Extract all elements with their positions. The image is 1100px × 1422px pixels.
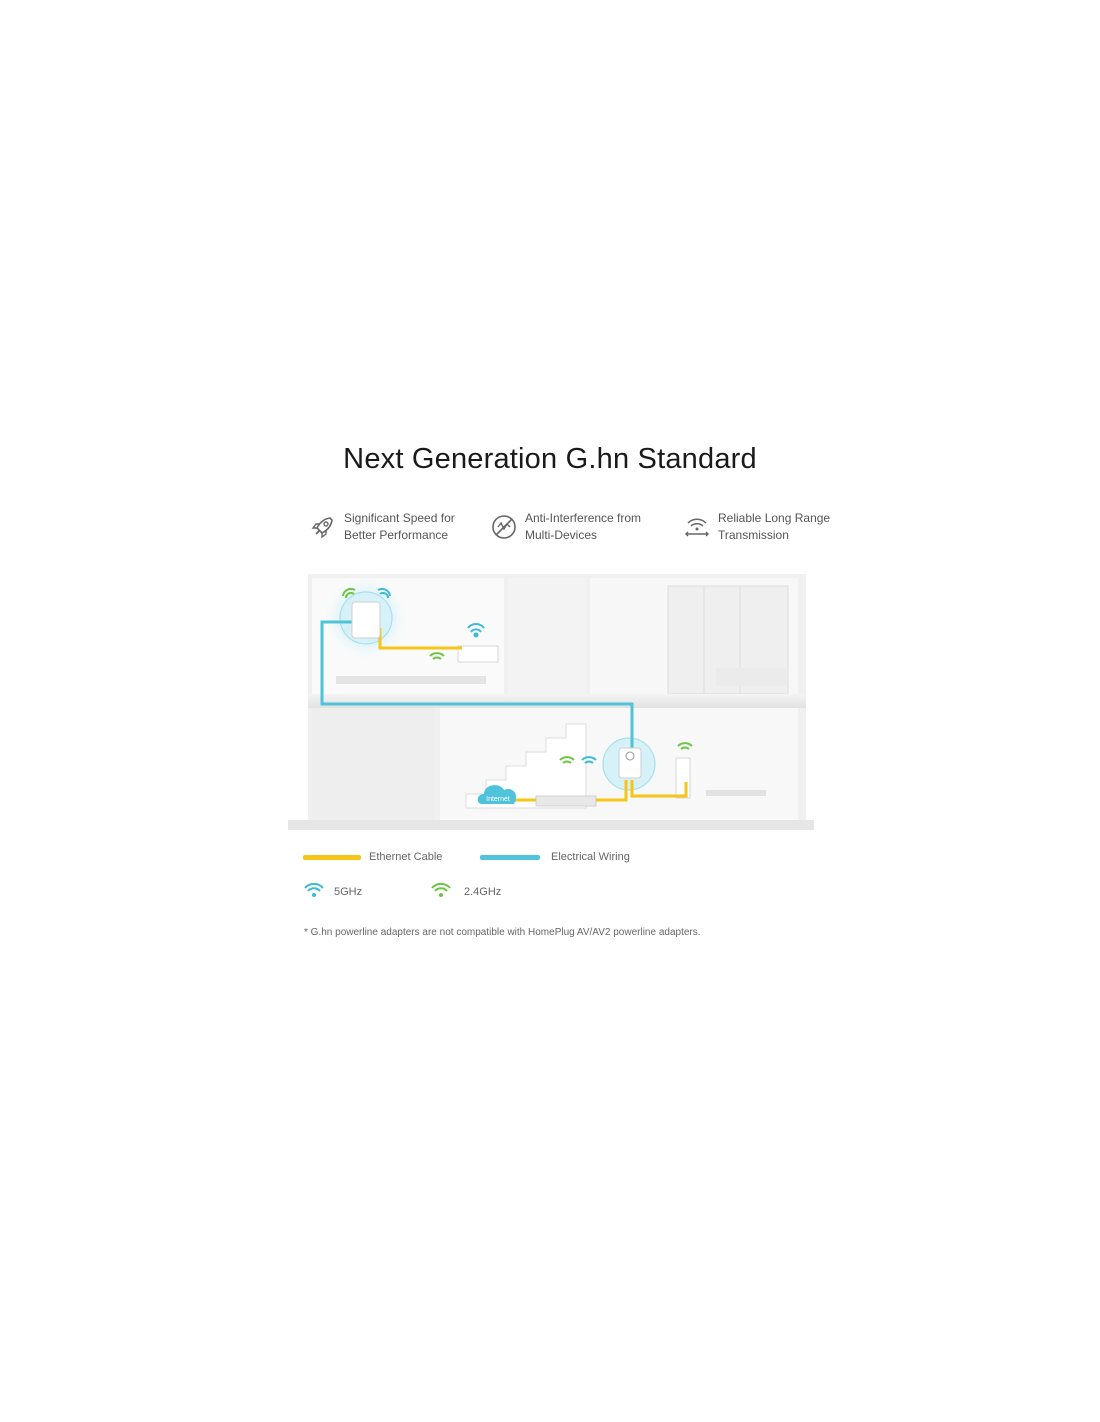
tv-box (458, 646, 498, 662)
stand-device (676, 758, 690, 798)
feature-range-line1: Reliable Long Range (718, 511, 831, 525)
feature-range-line2: Transmission (718, 528, 789, 542)
feature-speed-line1: Significant Speed for (344, 511, 455, 525)
legend-ethernet-label: Ethernet Cable (369, 851, 443, 863)
feature-anti-line2: Multi-Devices (525, 528, 598, 542)
legend-electrical-label: Electrical Wiring (551, 851, 630, 863)
anti-interference-icon (489, 512, 519, 542)
feature-speed-line2: Better Performance (344, 528, 449, 542)
long-range-wifi-icon (682, 512, 712, 542)
legend-5ghz-label: 5GHz (334, 886, 363, 898)
feature-anti-line1: Anti-Interference from (525, 511, 642, 525)
room-lower-left (312, 708, 434, 820)
ground-base (288, 820, 814, 830)
room-upper-middle (508, 578, 586, 694)
dining-table (706, 790, 766, 796)
wifi-24ghz-legend-icon (430, 882, 452, 898)
page-title: Next Generation G.hn Standard (343, 443, 757, 475)
feature-speed (308, 510, 455, 544)
router (536, 796, 596, 806)
feature-anti-interference (489, 510, 641, 544)
compatibility-footnote: * G.hn powerline adapters are not compatible with HomePlug AV/AV2 powerline adapters. (304, 927, 701, 938)
feature-long-range (682, 510, 830, 544)
middle-floor (308, 694, 806, 708)
internet-label: Internet (486, 796, 510, 803)
legend-24ghz-label: 2.4GHz (464, 886, 502, 898)
bed (716, 668, 786, 686)
legend-electrical-swatch (480, 855, 540, 860)
house-diagram (286, 568, 816, 838)
legend-ethernet-swatch (303, 855, 361, 860)
upper-adapter (352, 602, 380, 638)
sofa (336, 676, 486, 684)
rocket-icon (308, 512, 338, 542)
wifi-5ghz-legend-icon (303, 882, 325, 898)
